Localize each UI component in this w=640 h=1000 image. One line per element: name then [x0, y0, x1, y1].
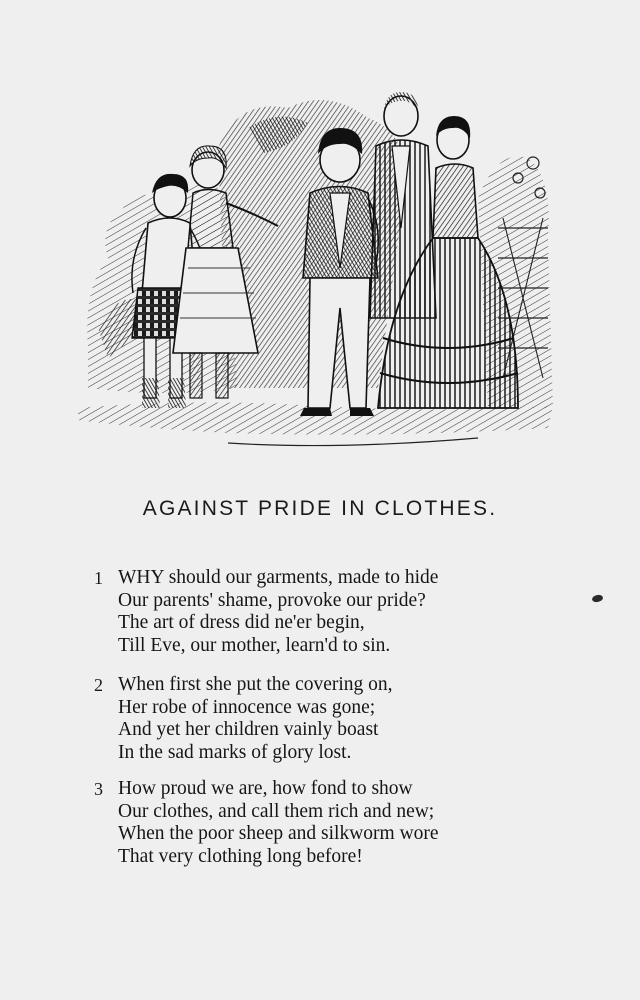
hymn-title: AGAINST PRIDE IN CLOTHES.: [142, 497, 498, 520]
stanza-1: [94, 567, 564, 657]
verse-line: How proud we are, how fond to show: [118, 778, 413, 799]
engraving-illustration: [78, 88, 558, 458]
verse-line: In the sad marks of glory lost.: [118, 741, 352, 763]
ink-blot: [591, 594, 603, 603]
verse-line: And yet her children vainly boast: [118, 719, 379, 740]
verse-line: Our clothes, and call them rich and new;: [118, 800, 435, 822]
verse-line: When first she put the covering on,: [118, 674, 393, 695]
verse-line: Our parents' shame, provoke our pride?: [118, 589, 426, 611]
verse-line: When the poor sheep and silkworm wore: [118, 823, 439, 844]
verse-line: The art of dress did ne'er begin,: [118, 612, 365, 633]
verse-line: That very clothing long before!: [118, 845, 363, 867]
verse-line: WHY should our garments, made to hide: [118, 567, 439, 588]
stanza-3: [94, 778, 564, 868]
verse-number: 2: [94, 675, 103, 695]
verse-number: 3: [94, 779, 103, 799]
verse-line: Her robe of innocence was gone;: [118, 696, 376, 718]
verse-number: 1: [94, 568, 103, 588]
verse-line: Till Eve, our mother, learn'd to sin.: [118, 634, 391, 656]
stanza-2: [94, 674, 564, 764]
